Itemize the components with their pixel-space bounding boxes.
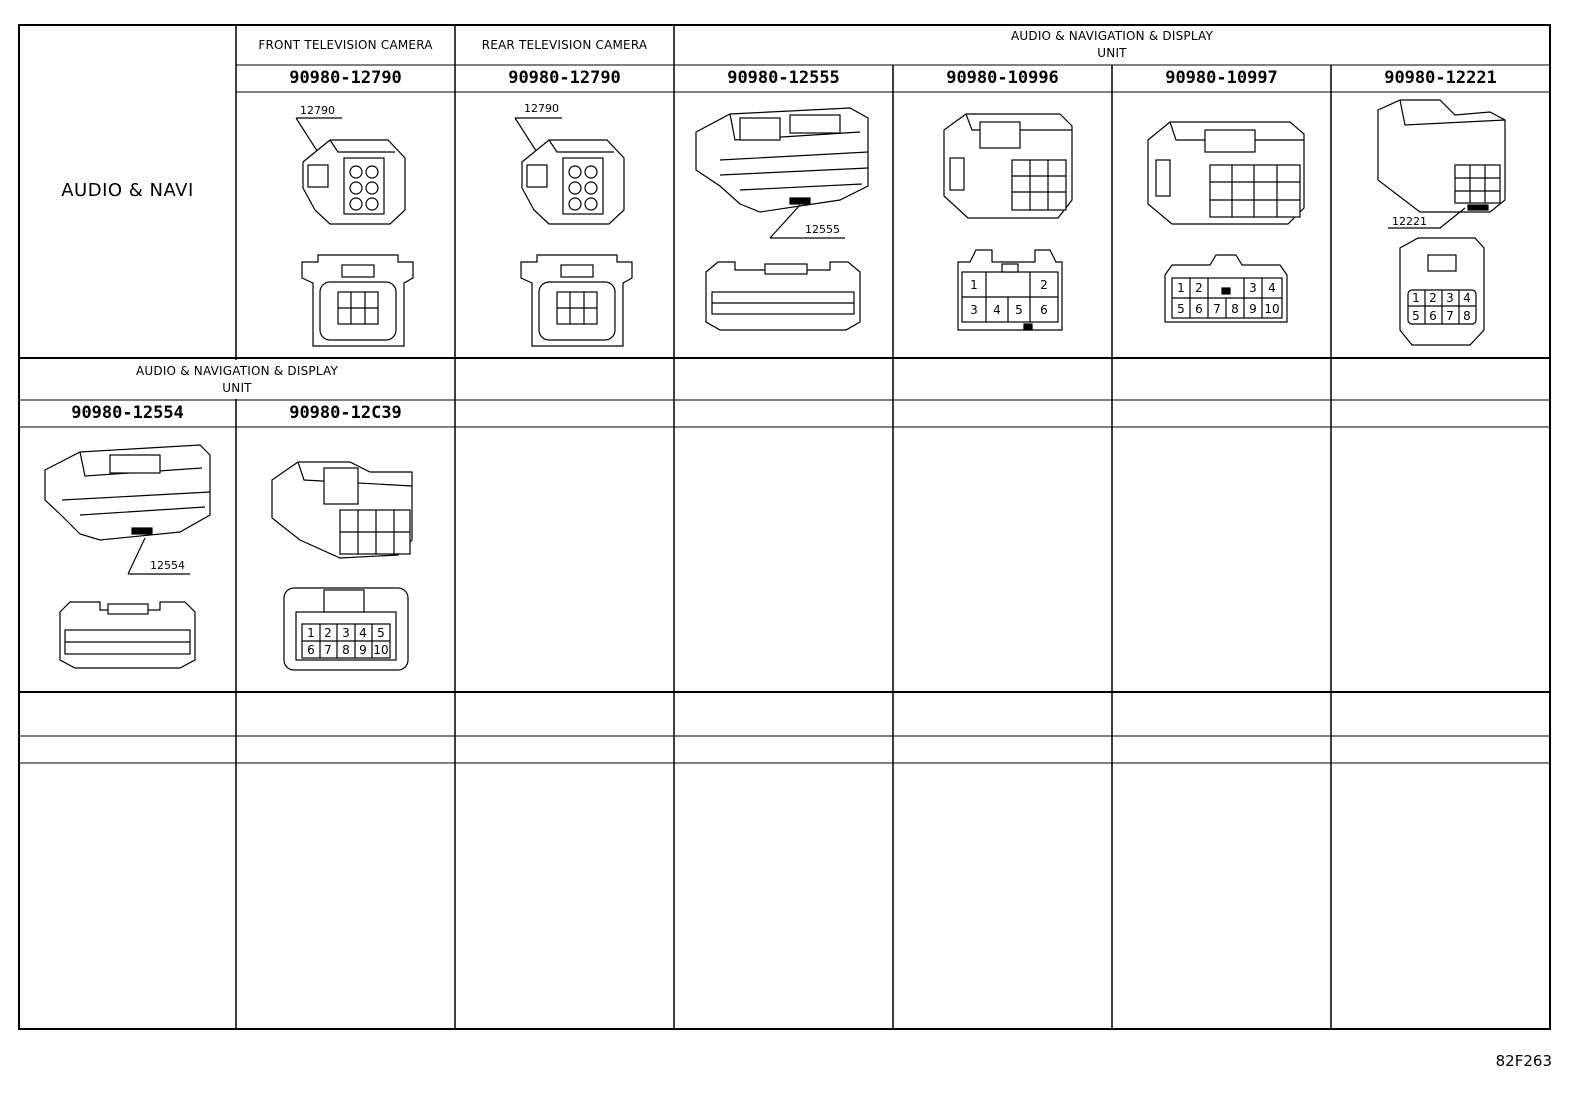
pin-12c39-2: 2: [324, 626, 332, 640]
pin-10996-6: 6: [1040, 303, 1048, 317]
pin-10997-8: 8: [1231, 302, 1239, 316]
part-number: 90980-12554: [71, 403, 184, 423]
pin-10997-9: 9: [1249, 302, 1257, 316]
callout-12554: 12554: [150, 559, 185, 572]
connector-12790-front-face: [302, 255, 413, 346]
pin-10996-3: 3: [970, 303, 978, 317]
connector-12790-front-iso: [296, 118, 405, 224]
pin-10996-5: 5: [1015, 303, 1023, 317]
part-number: 90980-12C39: [289, 403, 402, 423]
pin-10997-7: 7: [1213, 302, 1221, 316]
pin-12c39-1: 1: [307, 626, 315, 640]
header-audio-unit-line1: AUDIO & NAVIGATION & DISPLAY: [1010, 29, 1214, 43]
connector-12c39-iso: [272, 462, 412, 558]
connector-12555-face: [706, 262, 860, 330]
pin-12c39-4: 4: [359, 626, 367, 640]
connector-12555-iso: [696, 108, 868, 238]
part-number: 90980-12555: [727, 68, 840, 88]
pin-12c39-3: 3: [342, 626, 350, 640]
pin-10996-4: 4: [993, 303, 1001, 317]
pin-12c39-9: 9: [359, 643, 367, 657]
connector-12221-iso: [1378, 100, 1505, 228]
pin-12c39-5: 5: [377, 626, 385, 640]
header-front-camera: FRONT TELEVISION CAMERA: [258, 38, 433, 52]
pin-12c39-10: 10: [373, 643, 389, 657]
pin-10997-6: 6: [1195, 302, 1203, 316]
pin-10997-1: 1: [1177, 281, 1185, 295]
pin-12221-3: 3: [1446, 291, 1454, 305]
pin-12221-8: 8: [1463, 309, 1471, 323]
header-audio-unit-line2: UNIT: [1097, 46, 1127, 60]
connector-10996-iso: [944, 114, 1072, 218]
callout-12790-rear: 12790: [524, 102, 559, 115]
pin-12221-2: 2: [1429, 291, 1437, 305]
pin-10996-2: 2: [1040, 278, 1048, 292]
callout-12790-front: 12790: [300, 104, 335, 117]
pin-12c39-7: 7: [324, 643, 332, 657]
connector-12554-face: [60, 602, 195, 668]
header-rear-camera: REAR TELEVISION CAMERA: [481, 38, 648, 52]
pin-12c39-8: 8: [342, 643, 350, 657]
callout-12555: 12555: [805, 223, 840, 236]
pin-10997-5: 5: [1177, 302, 1185, 316]
pin-10996-1: 1: [970, 278, 978, 292]
row2-header-line1: AUDIO & NAVIGATION & DISPLAY: [135, 364, 339, 378]
pin-12221-5: 5: [1412, 309, 1420, 323]
connector-12790-rear-iso: [515, 118, 624, 224]
pin-10997-3: 3: [1249, 281, 1257, 295]
part-number: 90980-12221: [1384, 68, 1497, 88]
drawing-number: 82F263: [1495, 1052, 1552, 1070]
pin-12221-6: 6: [1429, 309, 1437, 323]
connector-12790-rear-face: [521, 255, 632, 346]
part-number: 90980-10997: [1165, 68, 1278, 88]
pin-12c39-6: 6: [307, 643, 315, 657]
part-number: 90980-10996: [946, 68, 1059, 88]
callout-12221: 12221: [1392, 215, 1427, 228]
pin-12221-1: 1: [1412, 291, 1420, 305]
pin-12221-7: 7: [1446, 309, 1454, 323]
pin-10997-10: 10: [1264, 302, 1280, 316]
part-number: 90980-12790: [289, 68, 402, 88]
section-label: AUDIO & NAVI: [61, 180, 194, 201]
pin-10997-2: 2: [1195, 281, 1203, 295]
part-number: 90980-12790: [508, 68, 621, 88]
connector-12554-iso: [45, 445, 210, 574]
row2-header-line2: UNIT: [222, 381, 252, 395]
pin-12221-4: 4: [1463, 291, 1471, 305]
pin-10997-4: 4: [1268, 281, 1276, 295]
connector-10997-iso: [1148, 122, 1304, 224]
